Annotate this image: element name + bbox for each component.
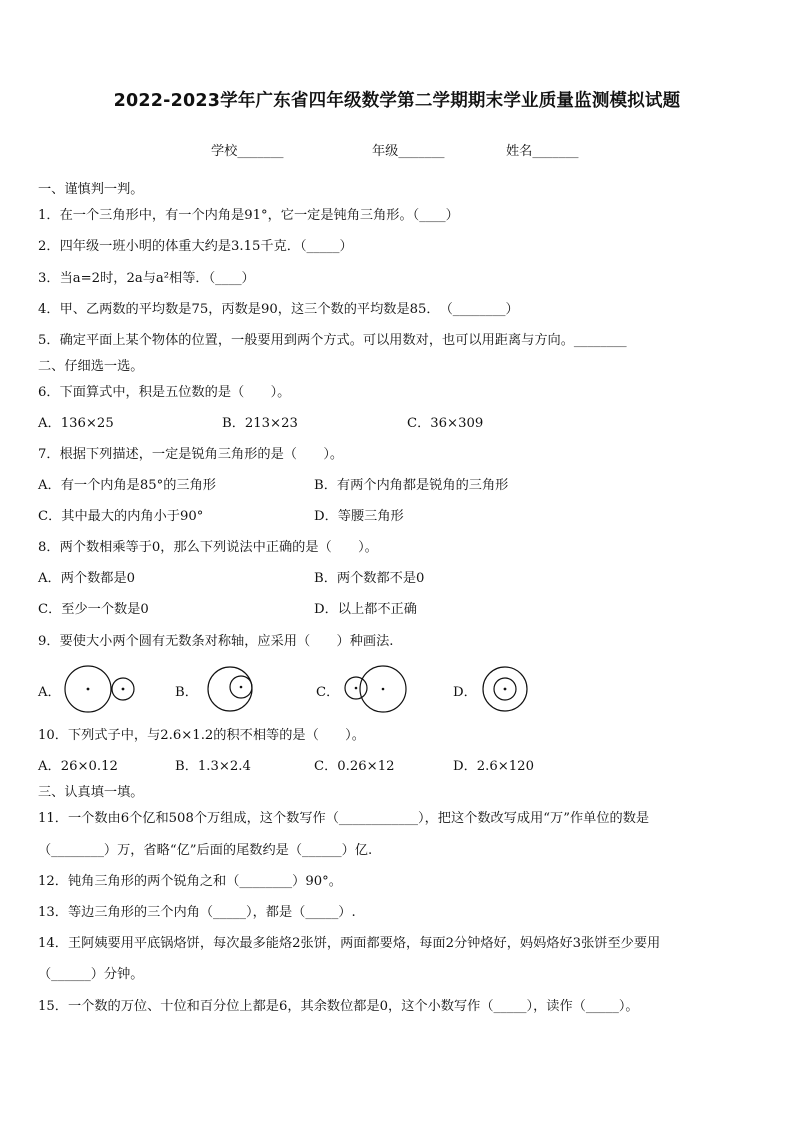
question-15: 15．一个数的万位、十位和百分位上都是6，其余数位都是0，这个小数写作（_____），读作（_____）。 (38, 999, 639, 1014)
question-11: 11．一个数由6个亿和508个万组成，这个数写作（____________），把这个数改写成用“万”作单位的数是 (38, 811, 650, 826)
q8-option-c: C．至少一个数是0 (38, 602, 149, 617)
q7-option-a: A．有一个内角是85°的三角形 (38, 478, 216, 493)
q7-option-c: C．其中最大的内角小于90° (38, 509, 204, 524)
question-3: 3．当a=2时，2a与a²相等．（____） (38, 271, 255, 286)
question-1: 1．在一个三角形中，有一个内角是91°，它一定是钝角三角形。（____） (38, 208, 459, 223)
q8-option-b: B．两个数都不是0 (314, 571, 425, 586)
section-3-heading: 三、认真填一填。 (38, 785, 144, 800)
question-4: 4．甲、乙两数的平均数是75，丙数是90，这三个数的平均数是85． （________） (38, 302, 519, 317)
q9-option-b-figure (204, 665, 264, 715)
question-13: 13．等边三角形的三个内角（_____），都是（_____）. (38, 905, 356, 920)
q9-option-c-figure (340, 665, 412, 715)
question-2: 2．四年级一班小明的体重大约是3.15千克．（_____） (38, 239, 353, 254)
q10-option-d: D．2.6×120 (453, 759, 534, 774)
q9-option-d-figure (480, 665, 532, 715)
question-12: 12．钝角三角形的两个锐角之和（________）90°。 (38, 874, 342, 889)
question-14-continued: （______）分钟。 (38, 967, 144, 982)
q8-option-d: D．以上都不正确 (314, 602, 417, 617)
q6-option-a: A．136×25 (38, 416, 114, 431)
school-field: 学校_______ (211, 144, 284, 159)
question-5: 5．确定平面上某个物体的位置，一般要用到两个方式。可以用数对，也可以用距离与方向。________ (38, 333, 627, 348)
section-1-heading: 一、谨慎判一判。 (38, 182, 144, 197)
q9-option-a-label: A． (38, 685, 61, 700)
q9-option-a-figure (61, 665, 139, 715)
q10-option-a: A．26×0.12 (38, 759, 118, 774)
q10-option-b: B．1.3×2.4 (175, 759, 251, 774)
q9-option-b-label: B． (175, 685, 198, 700)
question-9: 9．要使大小两个圆有无数条对称轴，应采用（ ）种画法. (38, 634, 394, 649)
grade-field: 年级_______ (372, 144, 445, 159)
q6-option-c: C．36×309 (407, 416, 484, 431)
question-14: 14．王阿姨要用平底锅烙饼，每次最多能烙2张饼，两面都要烙，每面2分钟烙好，妈妈烙好3张饼至少要用 (38, 936, 661, 951)
q10-option-c: C．0.26×12 (314, 759, 395, 774)
q9-option-d-label: D． (453, 685, 477, 700)
question-8: 8．两个数相乘等于0，那么下列说法中正确的是（ ）。 (38, 540, 378, 555)
question-7: 7．根据下列描述，一定是锐角三角形的是（ ）。 (38, 447, 344, 462)
q8-option-a: A．两个数都是0 (38, 571, 136, 586)
question-10: 10．下列式子中，与2.6×1.2的积不相等的是（ ）。 (38, 728, 365, 743)
question-11-continued: （________）万，省略“亿”后面的尾数约是（______）亿. (38, 843, 373, 858)
q7-option-d: D．等腰三角形 (314, 509, 404, 524)
page-title: 2022-2023学年广东省四年级数学第二学期期末学业质量监测模拟试题 (113, 91, 681, 111)
name-field: 姓名_______ (506, 144, 579, 159)
q6-option-b: B．213×23 (222, 416, 298, 431)
section-2-heading: 二、仔细选一选。 (38, 359, 144, 374)
question-6: 6．下面算式中，积是五位数的是（ ）。 (38, 385, 291, 400)
q9-option-c-label: C． (316, 685, 340, 700)
q7-option-b: B．有两个内角都是锐角的三角形 (314, 478, 509, 493)
